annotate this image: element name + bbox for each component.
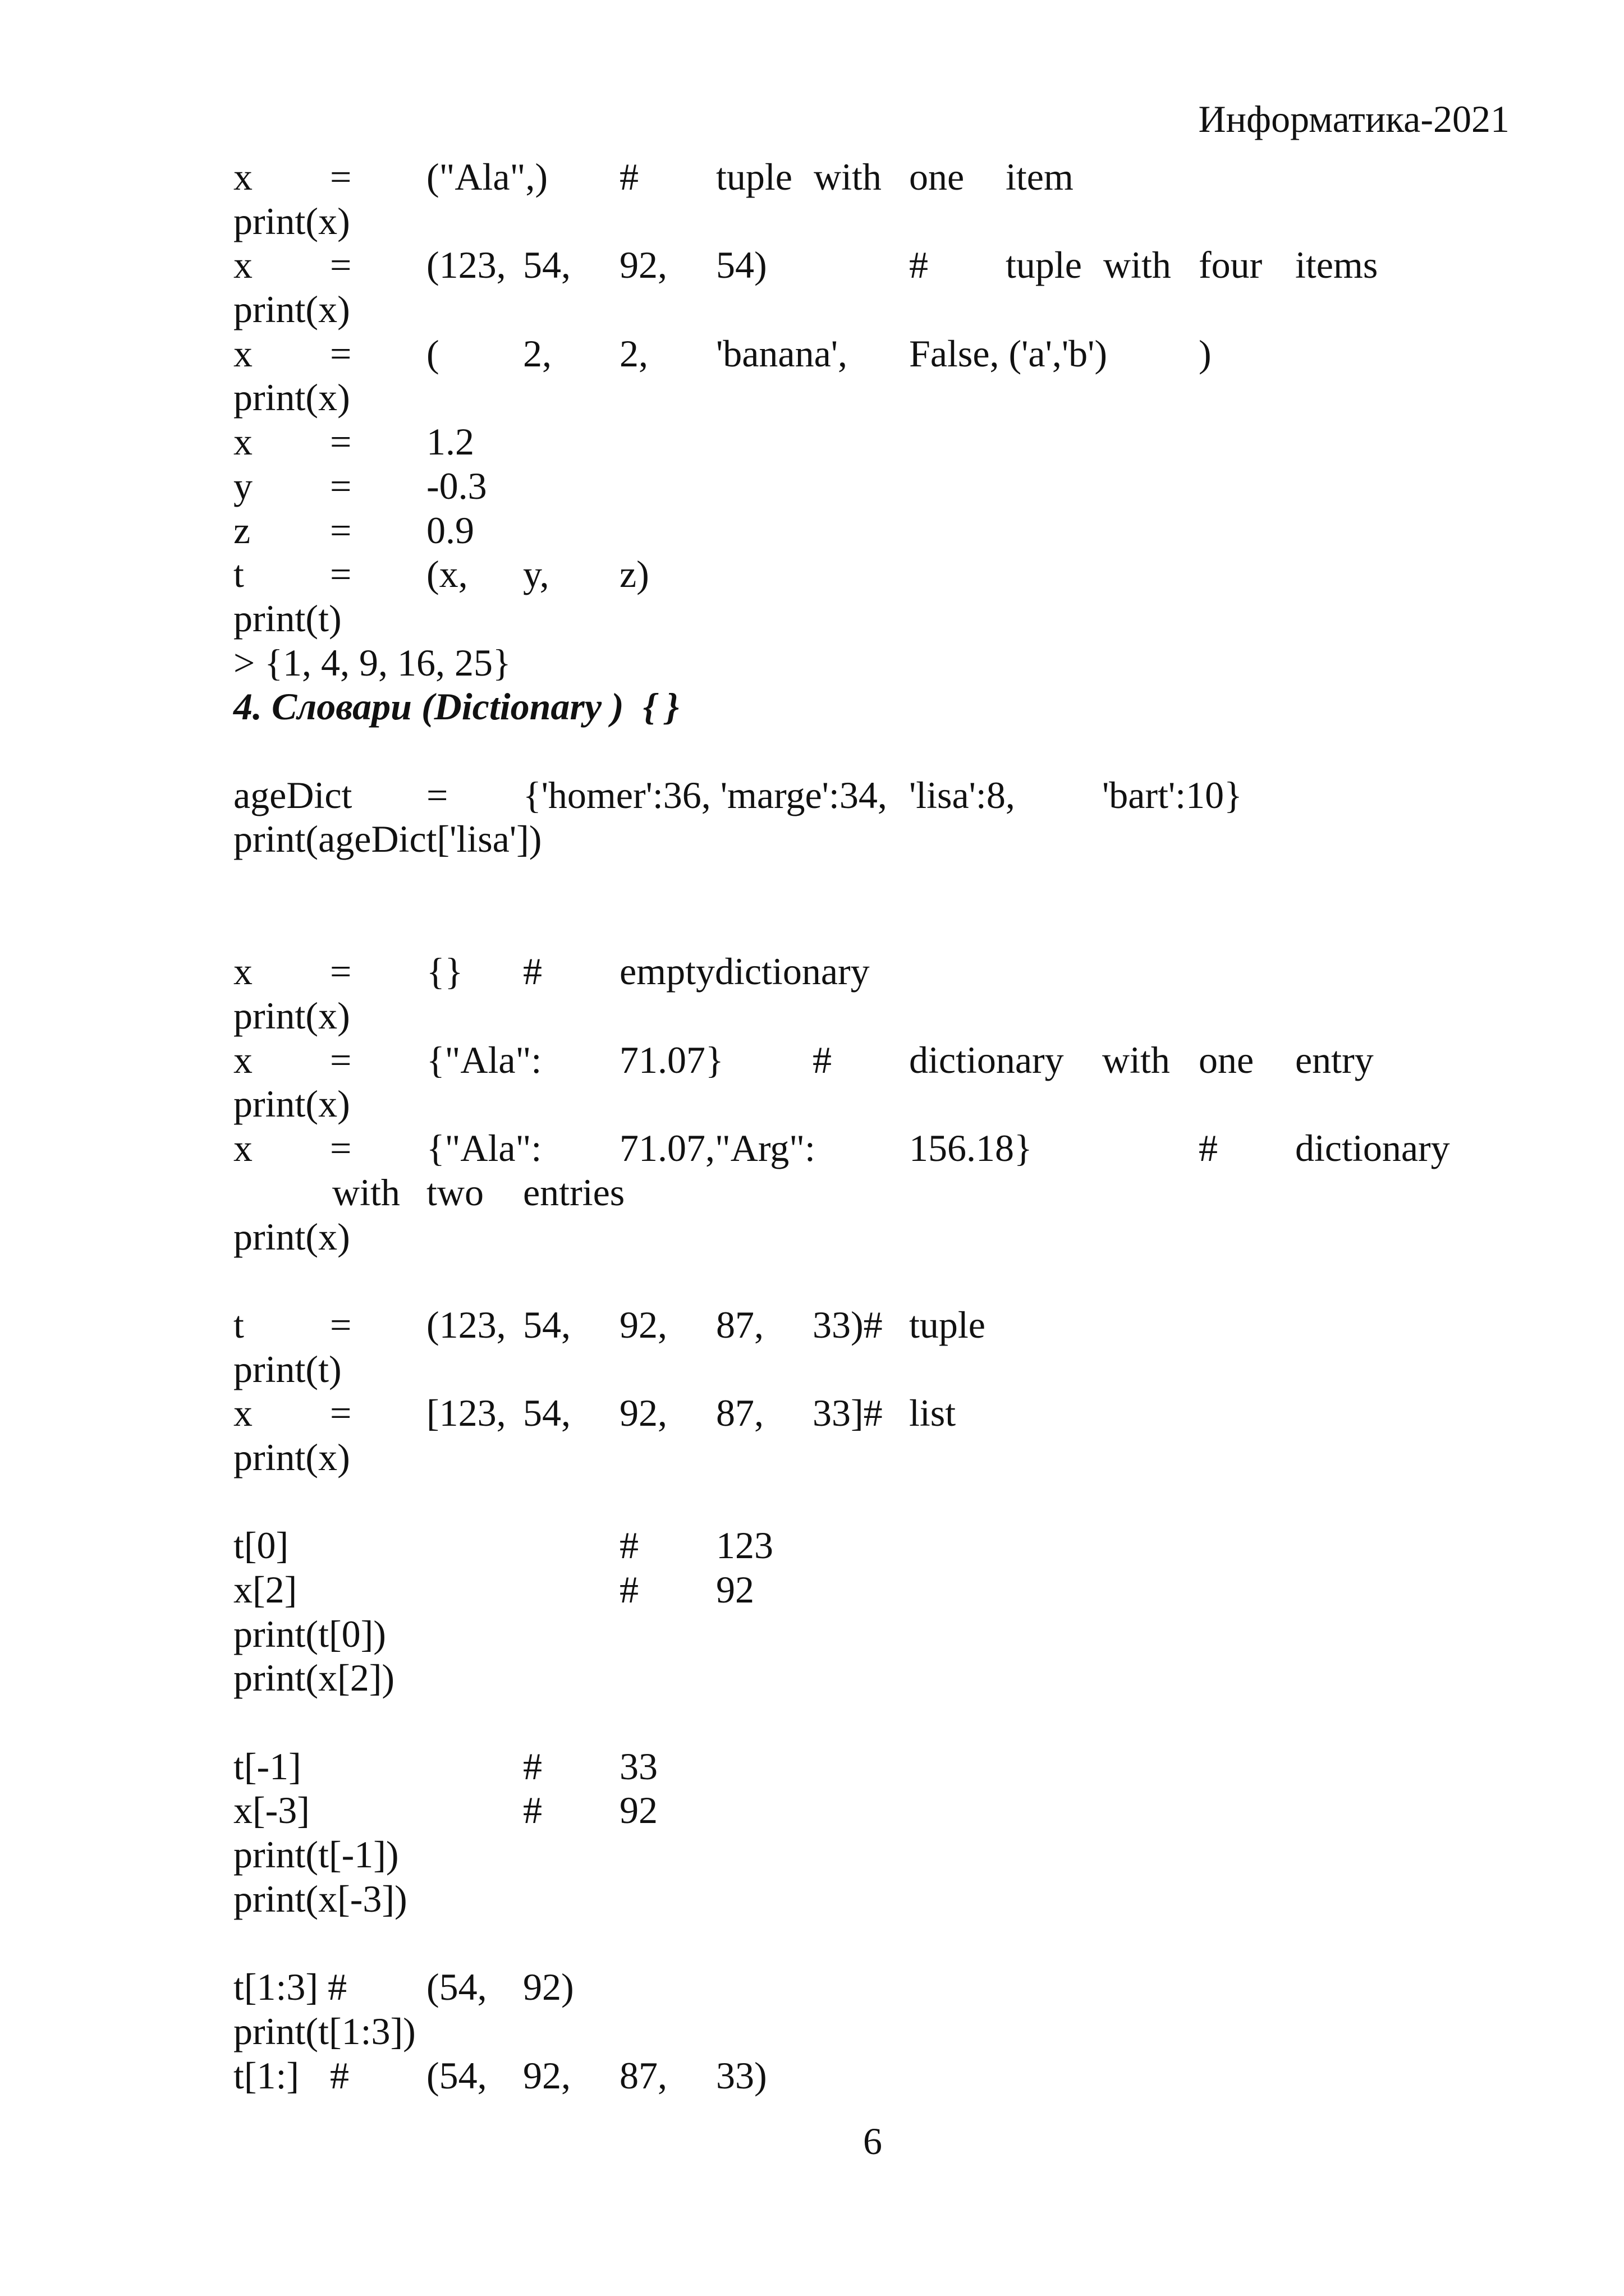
code-line xyxy=(233,1877,1513,1921)
code-token: print(t[1:3]) xyxy=(233,2009,416,2052)
blank-line xyxy=(233,729,1513,773)
code-token: list xyxy=(909,1392,956,1435)
code-token: = xyxy=(330,420,352,463)
code-line xyxy=(233,552,1513,596)
code-token: t[0] xyxy=(233,1524,289,1567)
code-token: t[-1] xyxy=(233,1744,301,1788)
code-token: x xyxy=(233,155,253,198)
code-line xyxy=(233,375,1513,420)
code-token: -0.3 xyxy=(426,464,487,507)
code-token: t[1:] xyxy=(233,2054,300,2097)
code-line xyxy=(233,1612,1513,1656)
code-token: = xyxy=(330,1038,352,1081)
code-token: 33)# xyxy=(813,1303,883,1346)
code-token: ageDict xyxy=(233,773,352,816)
code-line xyxy=(233,1523,1513,1568)
code-token: 87, xyxy=(716,1303,764,1346)
code-token: # xyxy=(523,1744,542,1788)
code-token: ) xyxy=(1199,332,1212,375)
code-token: print(x) xyxy=(233,994,350,1037)
code-token: x xyxy=(233,420,253,463)
code-token: # xyxy=(620,1524,639,1567)
code-line-continuation xyxy=(233,1170,1513,1215)
code-line xyxy=(233,199,1513,244)
blank-line xyxy=(233,861,1513,949)
code-token: 87, xyxy=(716,1392,764,1435)
code-token: 92) xyxy=(523,1966,574,2009)
code-token: with xyxy=(1102,1038,1170,1081)
blank-line xyxy=(233,1700,1513,1744)
code-token: 92 xyxy=(620,1789,658,1832)
code-token: tuple xyxy=(909,1303,985,1346)
code-token: x xyxy=(233,1127,253,1170)
code-token: {} xyxy=(426,950,464,993)
code-token: (123, xyxy=(426,1303,506,1346)
code-token: x xyxy=(233,332,253,375)
code-token: print(x) xyxy=(233,1215,350,1258)
code-token: x xyxy=(233,950,253,993)
code-token: x xyxy=(233,244,253,287)
code-token: print(x) xyxy=(233,1435,350,1478)
blank-line xyxy=(233,1921,1513,1966)
code-token: t[1:3] # xyxy=(233,1966,347,2009)
code-token: = xyxy=(330,553,352,596)
code-output-line xyxy=(233,641,1513,685)
code-line xyxy=(233,817,1513,861)
code-token: items xyxy=(1295,244,1378,287)
code-token: 2, xyxy=(620,332,648,375)
code-token: {'homer':36, 'marge':34, xyxy=(523,773,887,816)
code-line xyxy=(233,1656,1513,1700)
code-token: 71.07,"Arg": xyxy=(620,1127,815,1170)
code-token: item xyxy=(1006,155,1074,198)
code-token: = xyxy=(330,464,352,507)
code-token: 33 xyxy=(620,1744,658,1788)
code-line xyxy=(233,1744,1513,1789)
code-token: 33) xyxy=(716,2054,767,2097)
code-line xyxy=(233,1788,1513,1833)
code-token: two xyxy=(426,1170,484,1214)
code-token: 54, xyxy=(523,244,571,287)
section-heading: 4. Словари (Dictionary ) { } xyxy=(233,685,680,728)
code-line xyxy=(233,1082,1513,1126)
code-token: t xyxy=(233,1303,244,1346)
code-token: one xyxy=(1199,1038,1254,1081)
code-token: = xyxy=(330,508,352,552)
code-token: 1.2 xyxy=(426,420,474,463)
code-token: x xyxy=(233,1038,253,1081)
code-line xyxy=(233,1391,1513,1435)
code-token: = xyxy=(426,773,448,816)
code-token: # xyxy=(523,950,542,993)
code-token: 71.07} xyxy=(620,1038,724,1081)
code-token: 92, xyxy=(523,2054,571,2097)
code-token: z) xyxy=(620,553,649,596)
code-token: emptydictionary xyxy=(620,950,870,993)
code-token: (54, xyxy=(426,1966,487,2009)
code-token: False, ('a','b') xyxy=(909,332,1108,375)
code-line xyxy=(233,596,1513,641)
code-token: print(ageDict['lisa']) xyxy=(233,818,542,861)
code-line xyxy=(233,332,1513,376)
code-token: (123, xyxy=(426,244,506,287)
code-token: print(x) xyxy=(233,199,350,242)
code-listing xyxy=(233,155,1513,2097)
code-line xyxy=(233,1568,1513,1612)
code-token: y xyxy=(233,464,253,507)
code-token: = xyxy=(330,1303,352,1346)
code-token: print(x) xyxy=(233,376,350,419)
code-line xyxy=(233,1435,1513,1480)
code-token: 'banana', xyxy=(716,332,848,375)
code-line xyxy=(233,243,1513,287)
code-token: # xyxy=(523,1789,542,1832)
code-token: print(x[-3]) xyxy=(233,1877,407,1920)
code-line xyxy=(233,1215,1513,1259)
code-token: x[-3] xyxy=(233,1789,310,1832)
code-line xyxy=(233,2054,1513,2098)
code-line xyxy=(233,464,1513,508)
code-token: 54) xyxy=(716,244,767,287)
code-token: 'bart':10} xyxy=(1102,773,1242,816)
code-line xyxy=(233,2009,1513,2054)
code-line xyxy=(233,949,1513,994)
code-token: 87, xyxy=(620,2054,667,2097)
code-line xyxy=(233,1965,1513,2009)
code-token: {"Ala": xyxy=(426,1127,542,1170)
code-token: (54, xyxy=(426,2054,487,2097)
code-token: one xyxy=(909,155,965,198)
code-token: entries xyxy=(523,1170,625,1214)
code-token: 92 xyxy=(716,1568,754,1611)
code-line xyxy=(233,155,1513,199)
code-line xyxy=(233,994,1513,1038)
code-token: with xyxy=(814,155,882,198)
blank-line xyxy=(233,1259,1513,1303)
code-token: 92, xyxy=(620,1303,667,1346)
code-token: 123 xyxy=(716,1524,773,1567)
code-token: > {1, 4, 9, 16, 25} xyxy=(233,641,511,684)
code-token: 92, xyxy=(620,1392,667,1435)
code-token: 54, xyxy=(523,1392,571,1435)
code-token: ( xyxy=(426,332,439,375)
code-line xyxy=(233,773,1513,818)
code-token: ("Ala",) xyxy=(426,155,548,198)
code-token: dictionary xyxy=(1295,1127,1450,1170)
code-token: 2, xyxy=(523,332,552,375)
code-token: # xyxy=(1199,1127,1218,1170)
code-token: = xyxy=(330,155,352,198)
code-token: print(t) xyxy=(233,596,342,640)
code-token: = xyxy=(330,1392,352,1435)
code-token: # xyxy=(909,244,928,287)
running-header: Информатика-2021 xyxy=(1198,98,1510,140)
code-line xyxy=(233,287,1513,332)
code-token: z xyxy=(233,508,251,552)
code-token: 'lisa':8, xyxy=(909,773,1015,816)
code-token: print(t[0]) xyxy=(233,1612,386,1655)
code-token: with xyxy=(1103,244,1171,287)
code-token: entry xyxy=(1295,1038,1374,1081)
code-token: 33]# xyxy=(813,1392,883,1435)
code-token: print(x) xyxy=(233,1082,350,1126)
code-token: = xyxy=(330,1127,352,1170)
code-token: = xyxy=(330,244,352,287)
code-token: {"Ala": xyxy=(426,1038,542,1081)
code-line xyxy=(233,420,1513,464)
code-token: # xyxy=(330,2054,349,2097)
code-token: (x, xyxy=(426,553,468,596)
code-token: four xyxy=(1199,244,1263,287)
page-number: 6 xyxy=(863,2120,882,2162)
code-token: tuple xyxy=(1006,244,1082,287)
code-token: with xyxy=(332,1170,400,1214)
code-token: 0.9 xyxy=(426,508,474,552)
code-token: tuple xyxy=(716,155,792,198)
code-token: 156.18} xyxy=(909,1127,1033,1170)
code-token: t xyxy=(233,553,244,596)
code-token: 92, xyxy=(620,244,667,287)
code-line xyxy=(233,1347,1513,1392)
blank-line xyxy=(233,1480,1513,1524)
code-token: y, xyxy=(523,553,549,596)
code-token: 54, xyxy=(523,1303,571,1346)
code-token: print(x[2]) xyxy=(233,1656,395,1700)
code-token: = xyxy=(330,332,352,375)
code-line xyxy=(233,1038,1513,1082)
code-token: print(t) xyxy=(233,1347,342,1390)
code-token: print(x) xyxy=(233,288,350,331)
code-token: print(t[-1]) xyxy=(233,1833,399,1876)
code-line xyxy=(233,1833,1513,1877)
code-line xyxy=(233,1303,1513,1347)
code-token: x[2] xyxy=(233,1568,297,1611)
code-token: # xyxy=(620,155,639,198)
code-line xyxy=(233,1126,1513,1170)
code-token: # xyxy=(813,1038,832,1081)
code-token: # xyxy=(620,1568,639,1611)
code-line xyxy=(233,508,1513,553)
code-token: = xyxy=(330,950,352,993)
code-token: dictionary xyxy=(909,1038,1064,1081)
code-token: x xyxy=(233,1392,253,1435)
code-token: [123, xyxy=(426,1392,506,1435)
